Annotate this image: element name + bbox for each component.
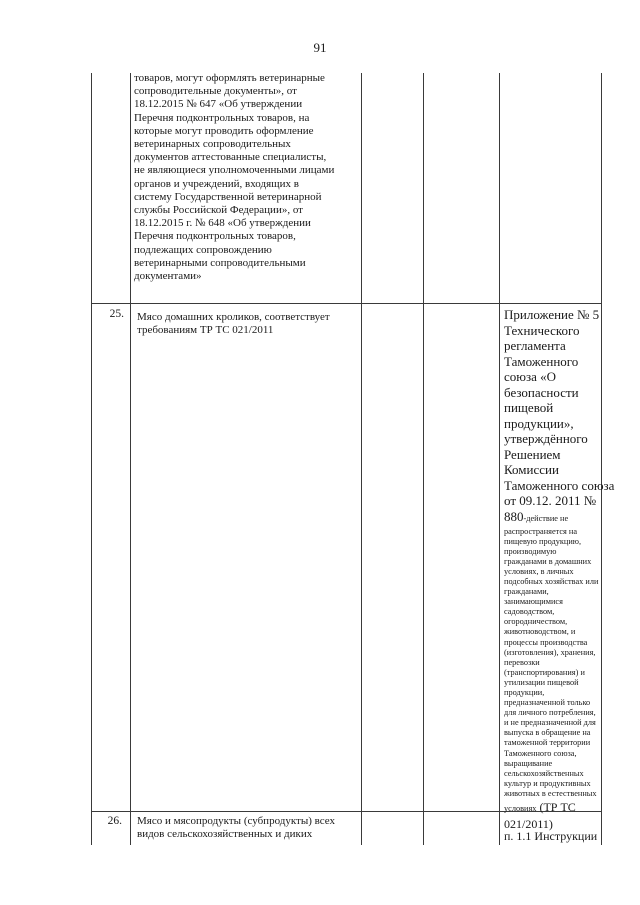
text-line: товаров, могут оформлять ветеринарные — [134, 72, 325, 84]
text-line: ветеринарными сопроводительными — [134, 256, 306, 269]
text-line: которые могут проводить оформление — [134, 124, 314, 137]
text-line: ветеринарных сопроводительных — [134, 138, 291, 151]
text-line: Таможенного союза — [504, 477, 615, 493]
text-line: занимающимися — [504, 597, 563, 607]
text-line: Мясо и мясопродукты (субпродукты) всех — [137, 815, 336, 827]
text-fragment: условиях — [504, 804, 537, 814]
text-line: органов и учреждений, входящих в — [134, 177, 299, 190]
reference-closing-line — [504, 799, 604, 817]
text-line: Перечня подконтрольных товаров, — [134, 230, 296, 243]
text-line: распространяется на — [504, 526, 578, 536]
text-line: союза «О — [504, 369, 557, 384]
row26-description — [137, 815, 372, 841]
standard-code: (ТР ТС — [536, 800, 576, 815]
text-line: таможенной территории — [504, 738, 591, 748]
text-line: Решением — [504, 446, 561, 462]
text-line: 18.12.2015 № 647 «Об утверждении — [134, 98, 303, 111]
text-line: регламента — [504, 338, 566, 353]
text-line: Таможенного — [504, 353, 579, 369]
text-line: систему Государственной ветеринарной — [134, 190, 322, 203]
text-line: 021/2011) — [504, 817, 553, 832]
continuation-text — [134, 72, 369, 283]
text-line: (изготовления), хранения, — [504, 647, 596, 657]
text-line: животноводством, и — [504, 627, 576, 637]
text-line: утверждённого — [504, 431, 588, 446]
text-line: Технического — [504, 322, 580, 338]
text-line: требованиям ТР ТС 021/2011 — [137, 324, 274, 337]
text-line: (транспортирования) и — [504, 667, 585, 677]
text-line: подлежащих сопровождению — [134, 243, 272, 256]
row25-description — [137, 311, 372, 337]
text-line: продукции», — [504, 415, 574, 431]
text-line: сельскохозяйственных — [504, 768, 584, 778]
text-line: садоводством, — [504, 607, 555, 617]
text-line: Приложение № 5 — [504, 307, 600, 322]
text-line: выращивание — [504, 758, 553, 768]
text-line: для личного потребления, — [504, 708, 596, 718]
text-line: производимую — [504, 546, 557, 556]
text-line: гражданами в домашних — [504, 556, 592, 566]
text-line: безопасности — [504, 384, 579, 400]
reference-transition-line — [504, 509, 604, 527]
text-line: выпуска в обращение на — [504, 728, 591, 738]
text-line: от 09.12. 2011 № — [504, 493, 597, 508]
text-line: гражданами, — [504, 587, 549, 597]
text-line: не являющиеся уполномоченными лицами — [134, 164, 335, 177]
text-line: условиях, в личных — [504, 566, 574, 576]
page-number: 91 — [313, 40, 327, 55]
text-line: огородничеством, — [504, 617, 568, 627]
text-line: Таможенного союза, — [504, 748, 577, 758]
row26-reference: п. 1.1 Инструкции — [504, 829, 598, 843]
text-line: утилизации пищевой — [504, 677, 579, 687]
text-line: сопроводительные документы», от — [134, 85, 297, 98]
text-line: процессы производства — [504, 637, 588, 647]
text-line: животных в естественных — [504, 788, 597, 798]
text-line: документами» — [134, 270, 202, 283]
text-line: подсобных хозяйствах или — [504, 576, 599, 586]
text-line: Мясо домашних кроликов, соответствует — [137, 311, 330, 323]
text-line: 18.12.2015 г. № 648 «Об утверждении — [134, 217, 311, 230]
text-line: Перечня подконтрольных товаров, на — [134, 111, 310, 124]
text-line: пищевой — [504, 400, 554, 415]
text-line: службы Российской Федерации», от — [134, 204, 303, 217]
text-line: культур и продуктивных — [504, 778, 591, 788]
reference-note — [504, 527, 604, 800]
row25-reference — [504, 307, 615, 832]
reference-main — [504, 307, 615, 509]
text-line: документов аттестованные специалисты, — [134, 151, 327, 164]
row-number-26: 26. — [107, 815, 122, 827]
text-line: Комиссии — [504, 462, 559, 477]
row-number-25: 25. — [109, 308, 124, 320]
decision-number: 880 — [504, 508, 524, 524]
text-fragment: -действие не — [523, 513, 569, 523]
text-line: и не предназначенной для — [504, 718, 596, 728]
text-line: пищевую продукцию, — [504, 536, 582, 546]
text-line: продукции, — [504, 688, 545, 697]
text-line: видов сельскохозяйственных и диких — [137, 828, 313, 841]
text-line: перевозки — [504, 657, 540, 667]
text-line: предназначенной только — [504, 698, 591, 708]
